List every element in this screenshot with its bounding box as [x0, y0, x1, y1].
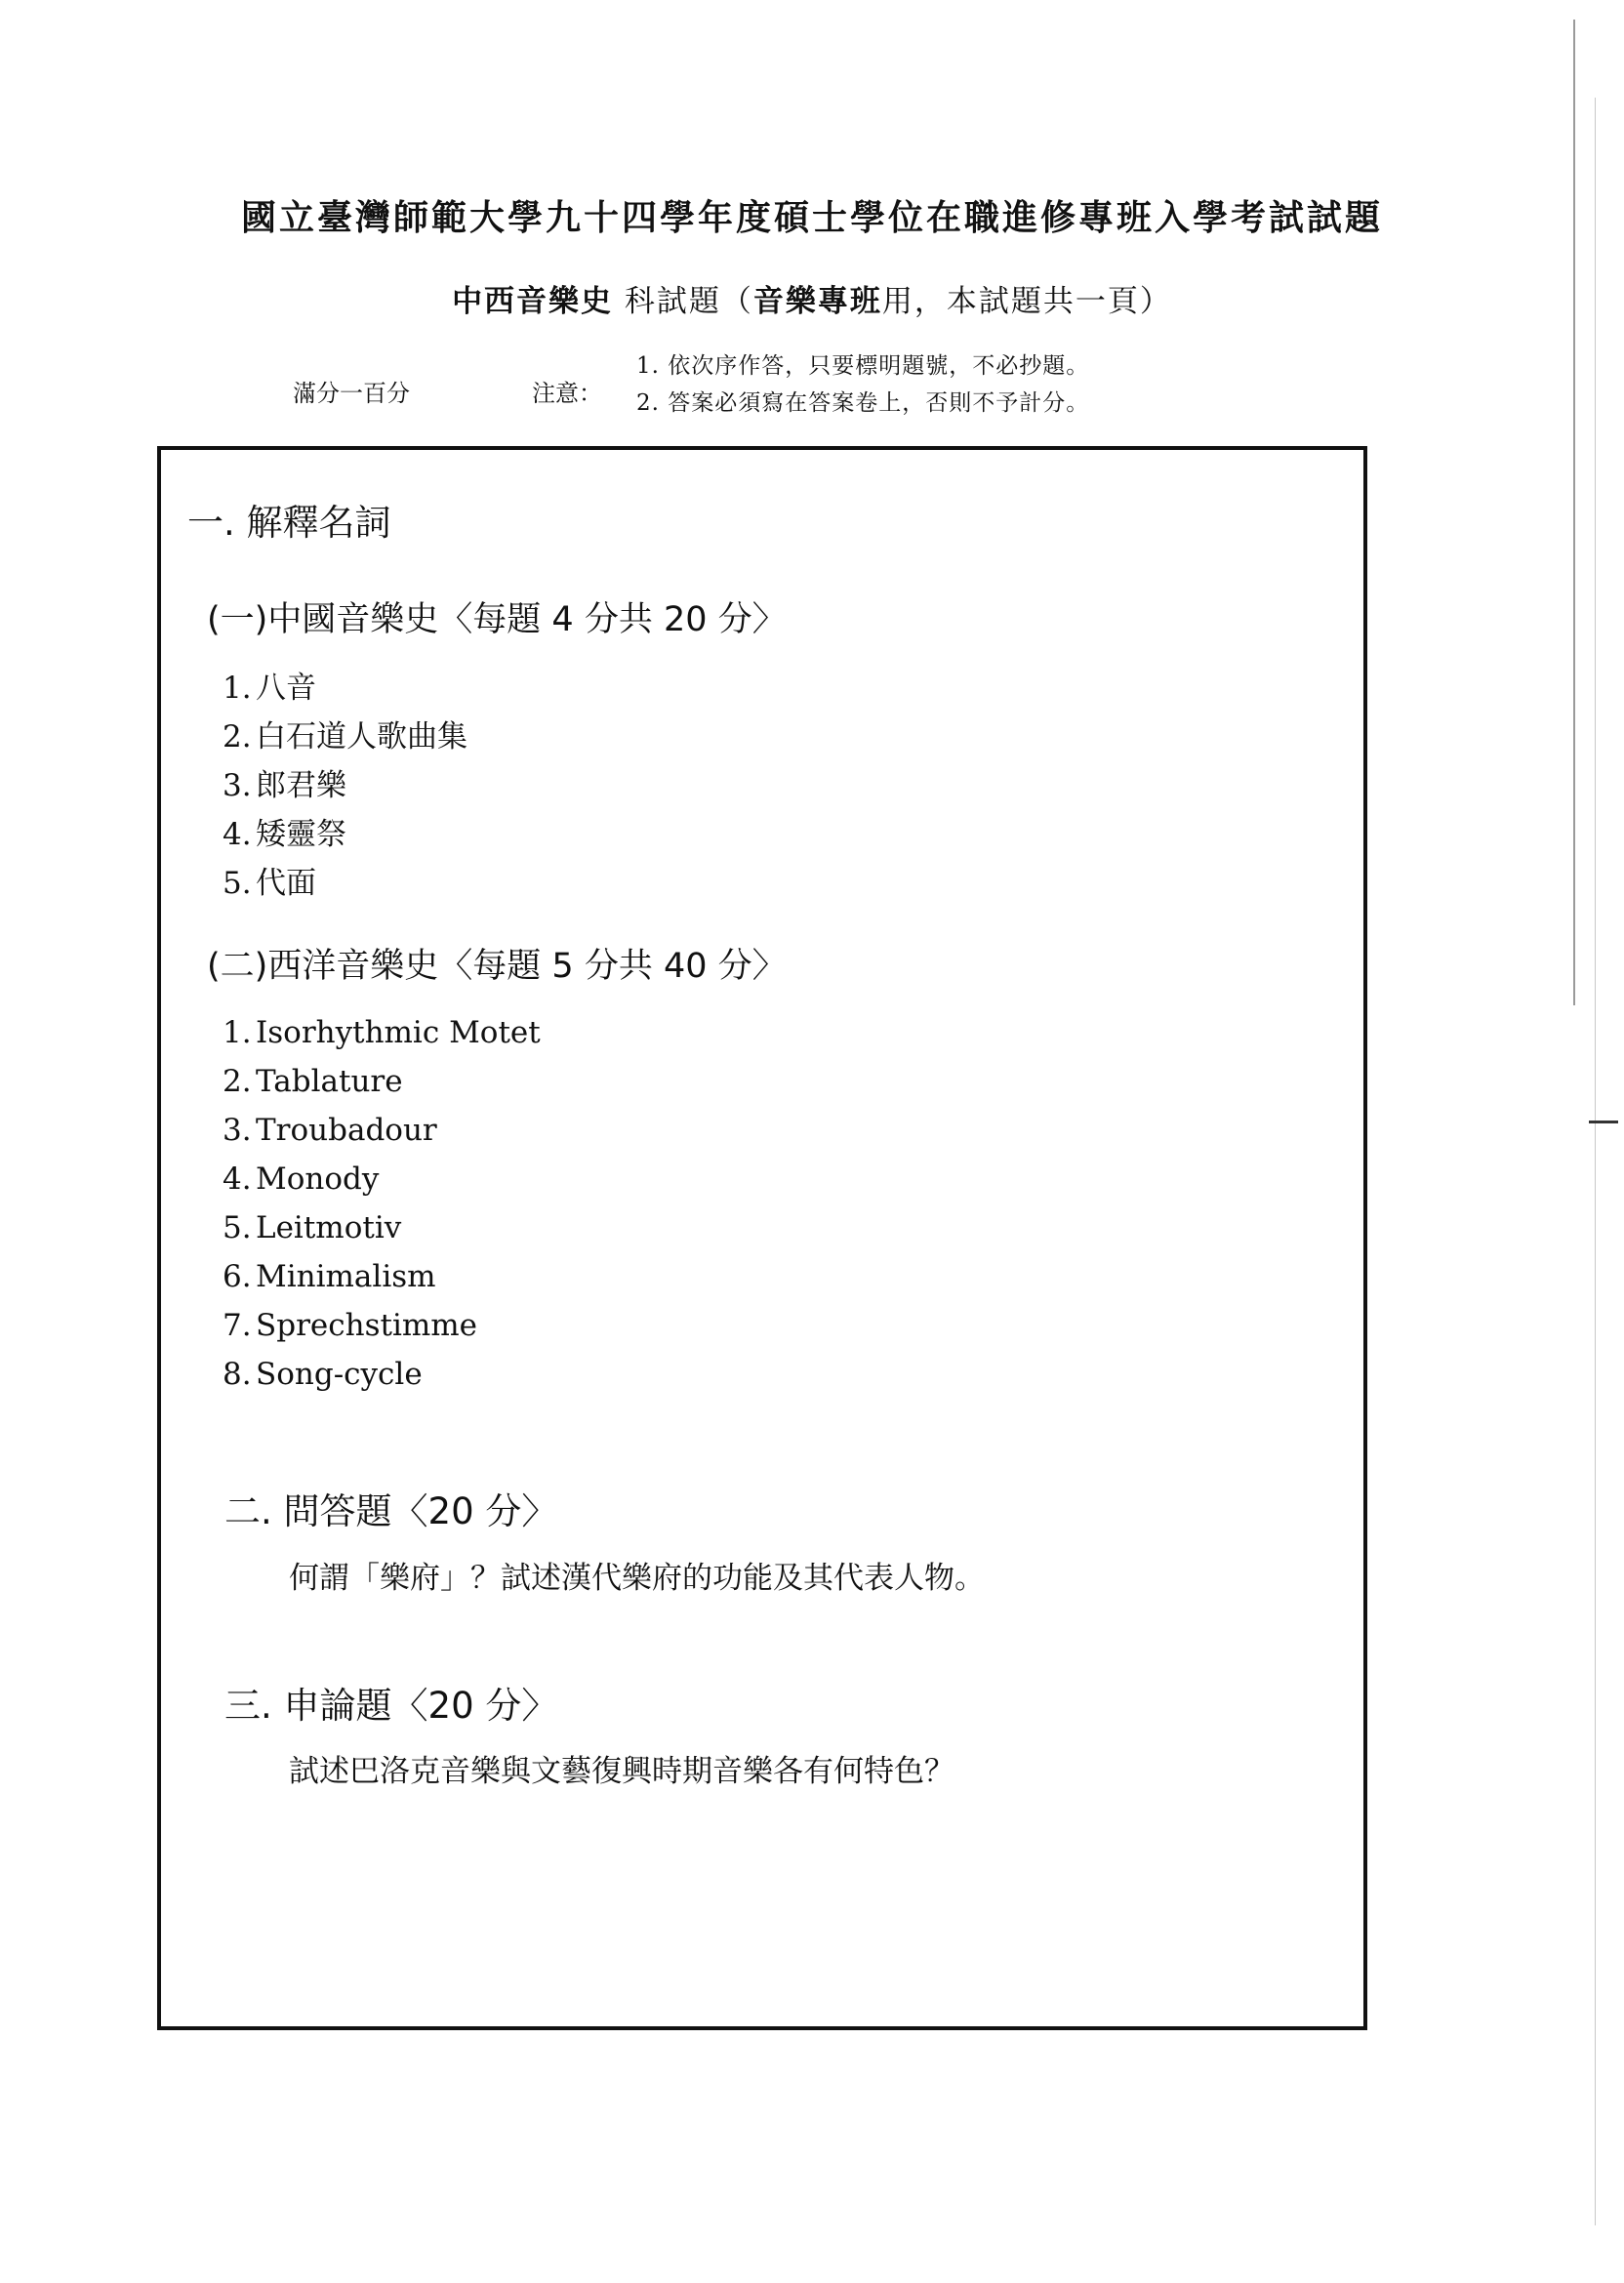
full-score: 滿分一百分: [293, 380, 410, 407]
exam-subtitle: [0, 276, 1624, 320]
subject-suffix: 科試題（: [624, 284, 753, 319]
list-item: 5. Leitmotiv: [223, 1210, 402, 1245]
program-name: 音樂專班: [752, 284, 882, 319]
list-item: 8. Song-cycle: [223, 1357, 423, 1392]
section-heading: 一. 解釋名詞: [187, 502, 391, 544]
scan-edge-line: [1573, 20, 1575, 1005]
notice-list: [636, 347, 1089, 422]
section-heading: 二. 問答題〈20 分〉: [224, 1490, 558, 1532]
list-item: 4. Monody: [223, 1162, 380, 1197]
part-heading: (一)中國音樂史〈每題 4 分共 20 分〉: [207, 600, 787, 639]
list-item: 3. Troubadour: [223, 1113, 437, 1148]
scan-edge-line: [1595, 98, 1596, 2225]
notice-item: 2. 答案必須寫在答案卷上，否則不予計分。: [636, 390, 1090, 416]
list-item: 2. Tablature: [223, 1064, 403, 1099]
question-text: 何謂「樂府」？試述漢代樂府的功能及其代表人物。: [289, 1561, 985, 1596]
exam-title: 國立臺灣師範大學九十四學年度碩士學位在職進修專班入學考試試題: [240, 197, 1383, 238]
list-item: 5. 代面: [223, 866, 316, 901]
list-item: 2. 白石道人歌曲集: [223, 719, 467, 754]
list-item: 3. 郎君樂: [223, 768, 346, 803]
list-item: 1. 八音: [223, 671, 316, 706]
scan-margin-mark: [1589, 1121, 1618, 1123]
notice-label: 注意：: [532, 380, 602, 407]
subject-name: 中西音樂史: [452, 284, 614, 319]
section-heading: 三. 申論題〈20 分〉: [224, 1685, 558, 1727]
list-item: 6. Minimalism: [223, 1259, 436, 1294]
question-text: 試述巴洛克音樂與文藝復興時期音樂各有何特色？: [289, 1754, 954, 1789]
part-heading: (二)西洋音樂史〈每題 5 分共 40 分〉: [207, 947, 787, 986]
list-item: 4. 矮靈祭: [223, 817, 346, 852]
list-item: 1. Isorhythmic Motet: [223, 1015, 541, 1050]
notice-item: 1. 依次序作答，只要標明題號，不必抄題。: [636, 353, 1090, 379]
subtitle-tail: 用，本試題共一頁）: [881, 284, 1172, 319]
list-item: 7. Sprechstimme: [223, 1308, 477, 1343]
